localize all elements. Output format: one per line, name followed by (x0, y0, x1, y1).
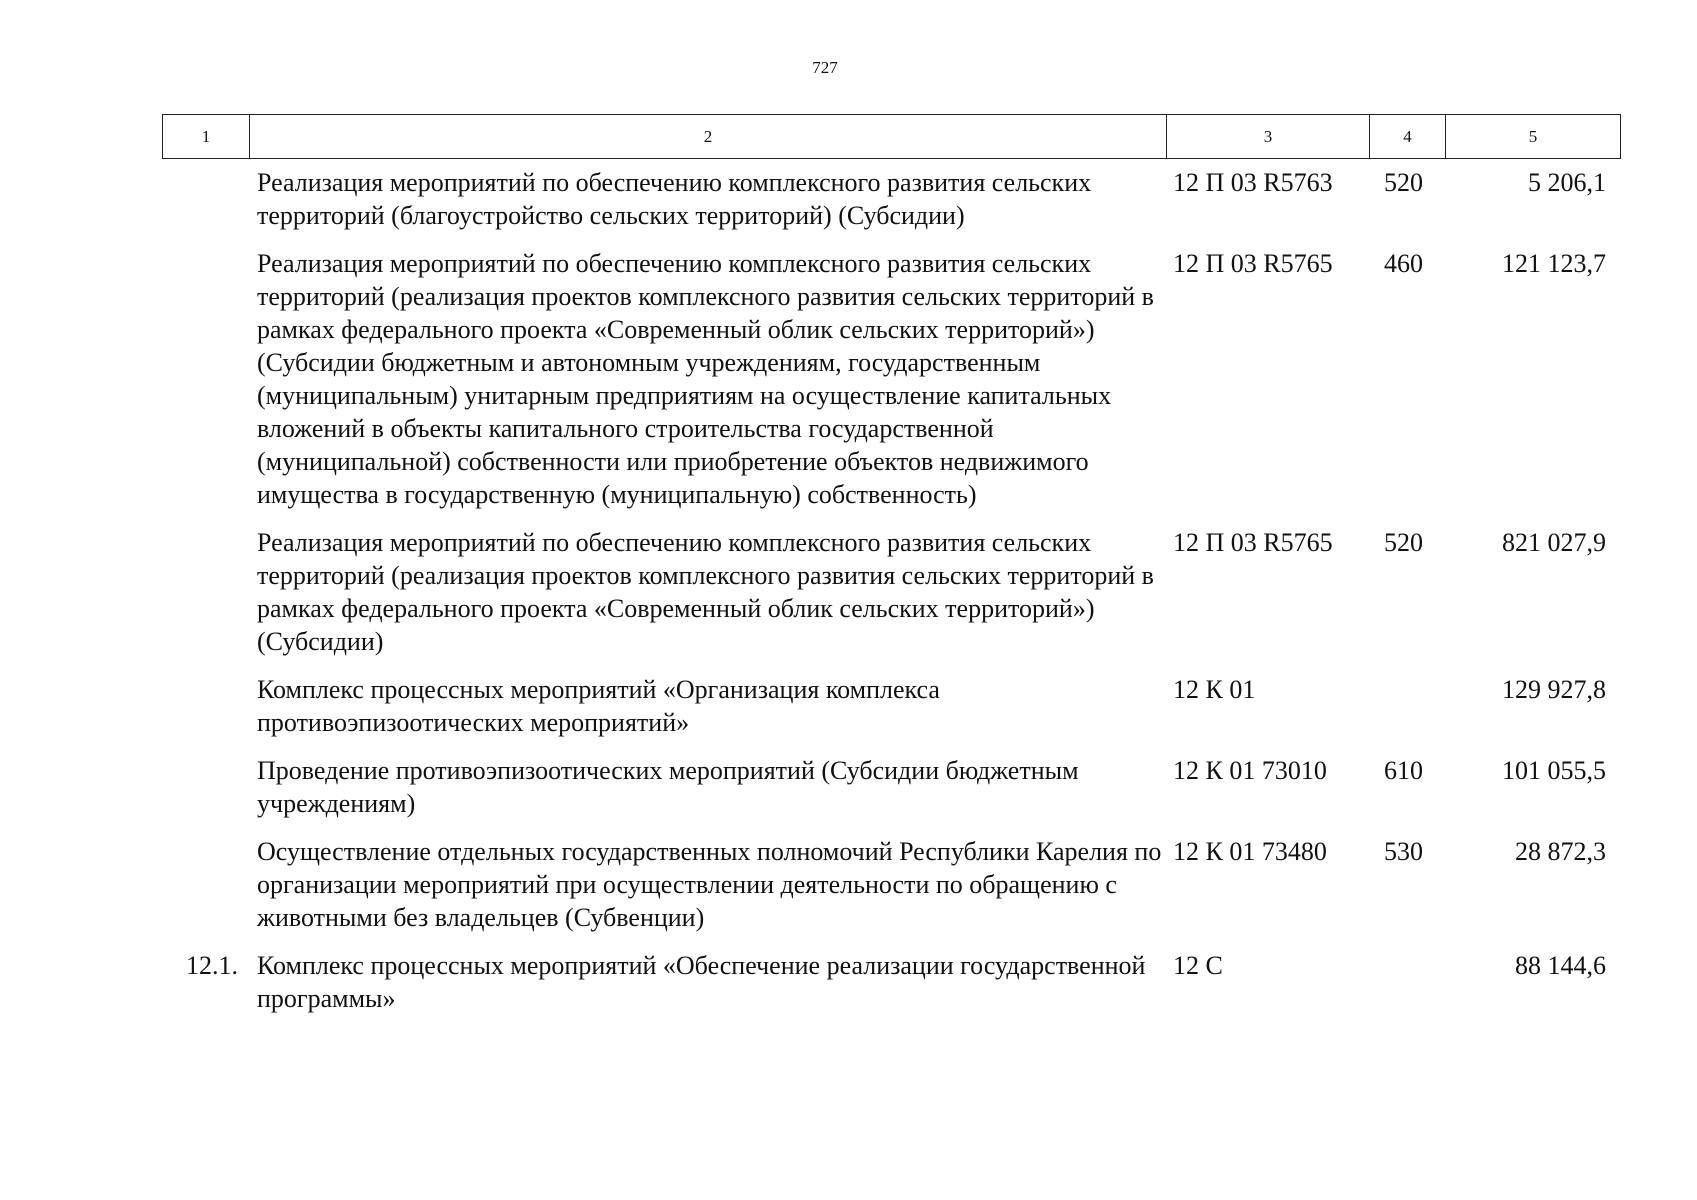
row-name: Осуществление отдельных государственных полномочий Республики Карелия по организации мероприятий при осуществлении деятельности по обращению с животными без владельцев (Субвенции) (257, 837, 1162, 932)
table-row (162, 754, 1615, 835)
row-amount: 821 027,9 (1502, 528, 1606, 557)
row-number (162, 754, 248, 835)
table-row (162, 526, 1615, 673)
row-name: Реализация мероприятий по обеспечению комплексного развития сельских территорий (реализация проектов комплексного развития сельских территорий в рамках федерального проекта «Современный облик сельских территорий») (Субсидии бюджетным и автономным учреждениям, государственным (муниципальным) унитарным предприятиям на осуществление капитальных вложений в объекты капитального строительства государственной (муниципальной) собственности или приобретение объектов недвижимого имущества в государственную (муниципальную) собственность) (257, 249, 1154, 509)
row-expense-type: 460 (1384, 249, 1423, 278)
row-number (162, 835, 248, 949)
row-code: 12 К 01 73010 (1173, 756, 1327, 785)
row-code: 12 К 01 (1173, 675, 1256, 704)
header-col-4: 4 (1370, 115, 1446, 159)
row-code: 12 П 03 R5765 (1173, 249, 1333, 278)
row-name: Проведение противоэпизоотических мероприятий (Субсидии бюджетным учреждениям) (257, 756, 1079, 818)
row-code: 12 П 03 R5763 (1173, 168, 1333, 197)
table-row (162, 949, 1615, 1030)
row-expense-type: 520 (1384, 168, 1423, 197)
row-name: Комплекс процессных мероприятий «Организация комплекса противоэпизоотических мероприятий» (257, 675, 940, 737)
row-amount: 5 206,1 (1528, 168, 1606, 197)
row-number (162, 166, 248, 247)
header-col-1: 1 (163, 115, 250, 159)
row-amount: 101 055,5 (1502, 756, 1606, 785)
row-amount: 129 927,8 (1502, 675, 1606, 704)
row-number (162, 247, 248, 526)
row-expense-type: 520 (1384, 528, 1423, 557)
row-code: 12 К 01 73480 (1173, 837, 1327, 866)
row-expense-type: 530 (1384, 837, 1423, 866)
row-expense-type (1366, 673, 1441, 754)
table-row (162, 247, 1615, 526)
row-expense-type (1366, 949, 1441, 1030)
budget-table (162, 166, 1615, 1030)
row-amount: 88 144,6 (1515, 951, 1606, 980)
row-name: Реализация мероприятий по обеспечению комплексного развития сельских территорий (благоустройство сельских территорий) (Субсидии) (257, 168, 1092, 230)
row-expense-type: 610 (1384, 756, 1423, 785)
row-code: 12 С (1173, 951, 1223, 980)
row-number (162, 526, 248, 673)
table-row (162, 835, 1615, 949)
row-amount: 28 872,3 (1515, 837, 1606, 866)
page-number: 727 (812, 58, 838, 77)
table-row (162, 673, 1615, 754)
table-row (162, 166, 1615, 247)
row-name: Комплекс процессных мероприятий «Обеспечение реализации государственной программы» (257, 951, 1146, 1013)
header-row (163, 115, 1621, 159)
row-name: Реализация мероприятий по обеспечению комплексного развития сельских территорий (реализация проектов комплексного развития сельских территорий в рамках федерального проекта «Современный облик сельских территорий») (Субсидии) (257, 528, 1154, 656)
row-number: 12.1. (186, 951, 238, 980)
header-col-3: 3 (1167, 115, 1370, 159)
header-col-2: 2 (250, 115, 1167, 159)
column-number-header (162, 114, 1621, 159)
row-number (162, 673, 248, 754)
header-col-5: 5 (1446, 115, 1621, 159)
row-code: 12 П 03 R5765 (1173, 528, 1333, 557)
row-amount: 121 123,7 (1502, 249, 1606, 278)
